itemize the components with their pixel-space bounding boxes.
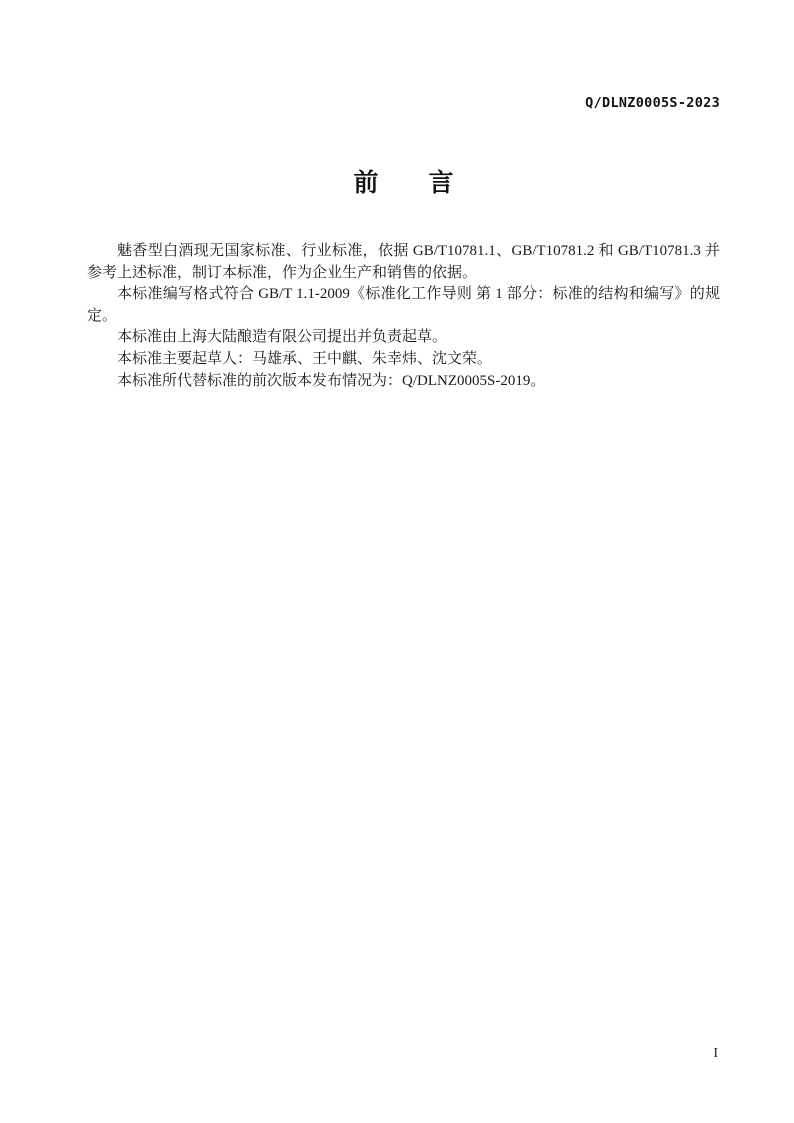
foreword-paragraph: 魅香型白酒现无国家标准、行业标准，依据 GB/T10781.1、GB/T10781.2 和 GB/T10781.3 并参考上述标准，制订本标准，作为企业生产和销售的依据。	[87, 243, 720, 281]
page-number: I	[713, 1046, 718, 1061]
foreword-body	[87, 241, 720, 392]
page-title: 前 言	[353, 169, 454, 197]
foreword-paragraph: 本标准由上海大陆酿造有限公司提出并负责起草。	[117, 329, 448, 346]
foreword-paragraph: 本标准主要起草人：马雄承、王中麒、朱幸炜、沈文荣。	[117, 350, 493, 367]
foreword-paragraph: 本标准所代替标准的前次版本发布情况为：Q/DLNZ0005S-2019。	[117, 372, 546, 389]
foreword-paragraph: 本标准编写格式符合 GB/T 1.1-2009《标准化工作导则 第 1 部分：标准的结构和编写》的规定。	[87, 286, 720, 324]
standard-code-header: Q/DLNZ0005S-2023	[585, 95, 720, 111]
